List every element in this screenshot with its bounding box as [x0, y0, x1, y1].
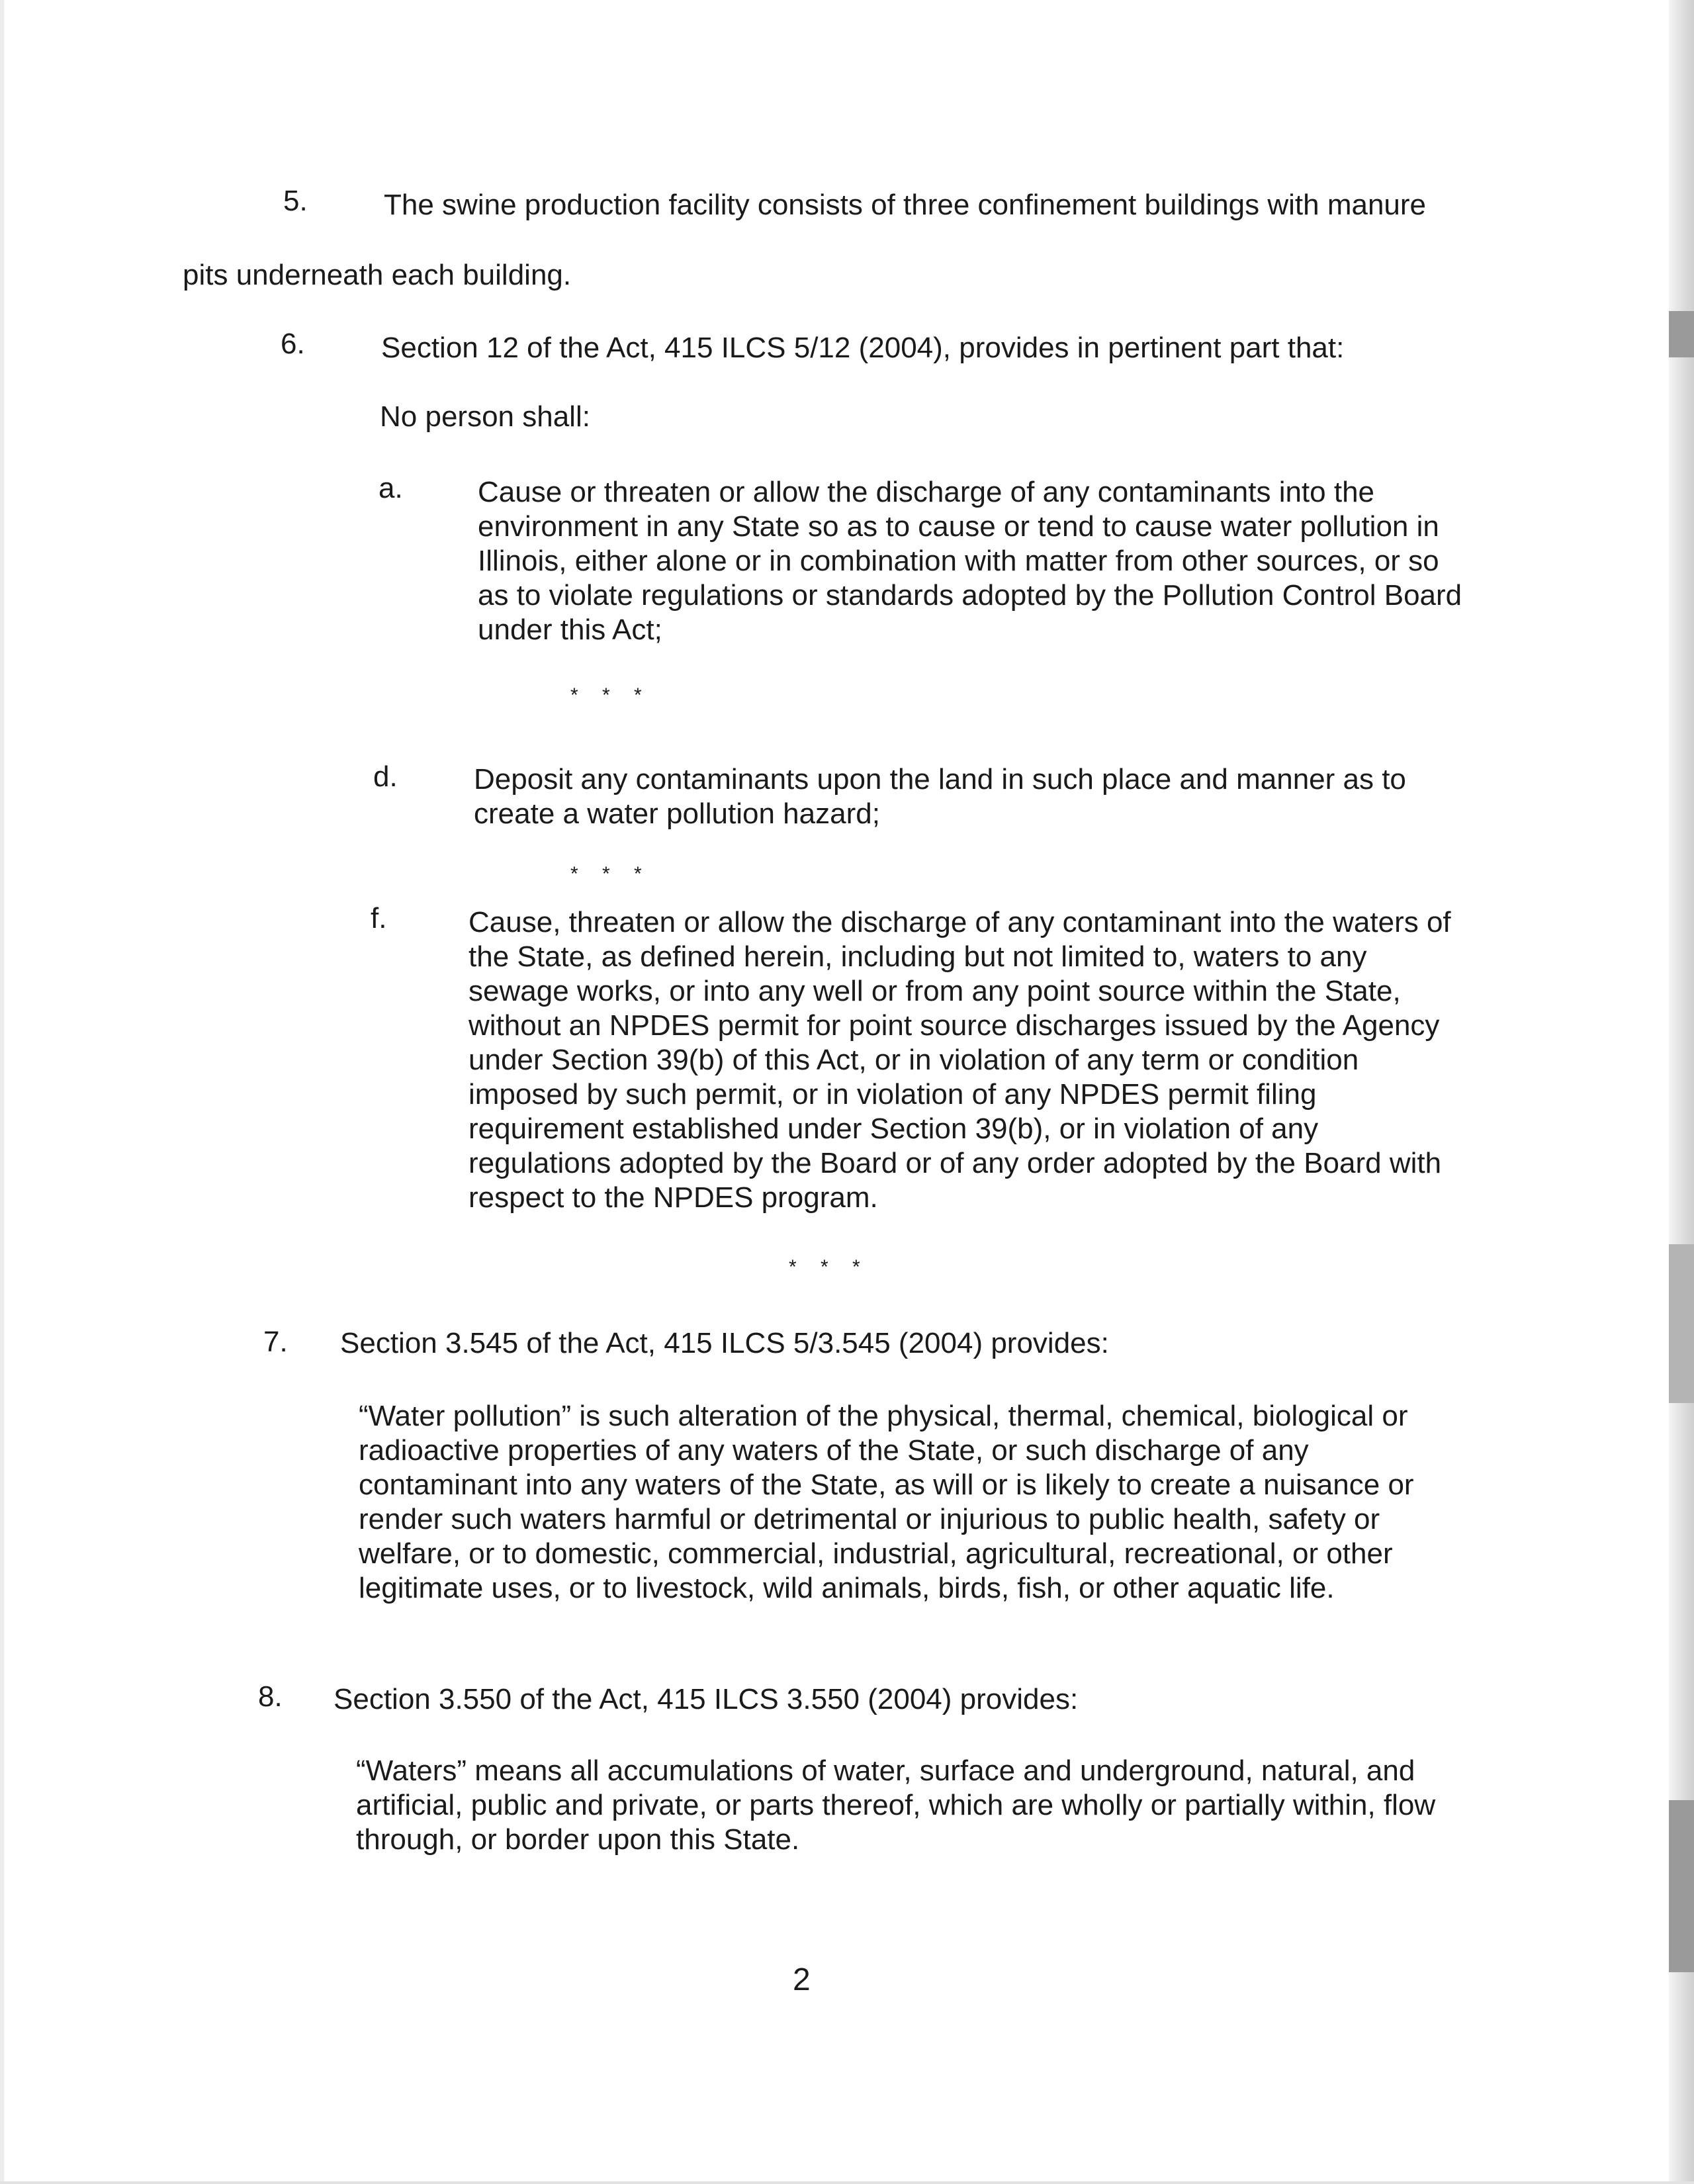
- scan-edge-band: [1669, 1244, 1694, 1403]
- paragraph-8-text: Section 3.550 of the Act, 415 ILCS 3.550 (2004) provides:: [334, 1683, 1079, 1715]
- item-a-letter: a.: [379, 472, 403, 504]
- paragraph-5-line-1: The swine production facility consists of three confinement buildings with manure: [384, 189, 1427, 221]
- paragraph-8-number: 8.: [258, 1680, 283, 1713]
- item-d-letter: d.: [373, 760, 398, 793]
- paragraph-6-number: 6.: [281, 328, 305, 360]
- scan-edge-left: [0, 0, 4, 2184]
- ellipsis-stars: * * *: [570, 863, 651, 885]
- scan-edge-band: [1669, 1800, 1694, 1972]
- item-f-letter: f.: [371, 902, 387, 934]
- page-number: 2: [793, 1962, 811, 1997]
- paragraph-7-quote: “Water pollution” is such alteration of the physical, thermal, chemical, biological or radioactive properties of any waters of the State, or such discharge of any contaminant into any waters of the State, as will or is likely to create a nuisance or render such waters harmful or detrimental or injurious to public health, safety or welfare, or to domestic, commercial, industrial, agricultural, recreational, or other legitimate uses, or to livestock, wild animals, birds, fish, or other aquatic life.: [359, 1400, 1414, 1604]
- paragraph-8-quote: “Waters” means all accumulations of water, surface and underground, natural, and artificial, public and private, or parts thereof, which are wholly or partially within, flow through, or border upon this State.: [356, 1754, 1436, 1856]
- paragraph-6-intro: No person shall:: [380, 400, 590, 433]
- item-d-text: Deposit any contaminants upon the land in such place and manner as to create a water pollution hazard;: [474, 763, 1406, 830]
- paragraph-5-line-2: pits underneath each building.: [183, 259, 572, 291]
- paragraph-6-text: Section 12 of the Act, 415 ILCS 5/12 (2004), provides in pertinent part that:: [381, 332, 1345, 364]
- ellipsis-stars: * * *: [789, 1256, 869, 1278]
- paragraph-7-text: Section 3.545 of the Act, 415 ILCS 5/3.545 (2004) provides:: [340, 1327, 1109, 1359]
- item-f-text: Cause, threaten or allow the discharge of any contaminant into the waters of the State, as defined herein, including but not limited to, waters to any sewage works, or into any well or from any point source within the State, without an NPDES permit for point source discharges issued by the Agency under Section 39(b) of this Act, or in violation of any term or condition imposed by such permit, or in violation of any NPDES permit filing requirement established under Section 39(b), or in violation of any regulations adopted by the Board or of any order adopted by the Board with respect to the NPDES program.: [468, 906, 1451, 1214]
- item-a-text: Cause or threaten or allow the discharge of any contaminants into the environment in any State so as to cause or tend to cause water pollution in Illinois, either alone or in combination with matter from other sources, or so as to violate regulations or standards adopted by the Pollution Control Board under this Act;: [478, 476, 1462, 646]
- scan-edge-band: [1669, 311, 1694, 357]
- paragraph-7-number: 7.: [263, 1326, 288, 1358]
- paragraph-5-number: 5.: [283, 185, 308, 217]
- scan-edge-bottom: [0, 2181, 1694, 2184]
- ellipsis-stars: * * *: [570, 684, 651, 706]
